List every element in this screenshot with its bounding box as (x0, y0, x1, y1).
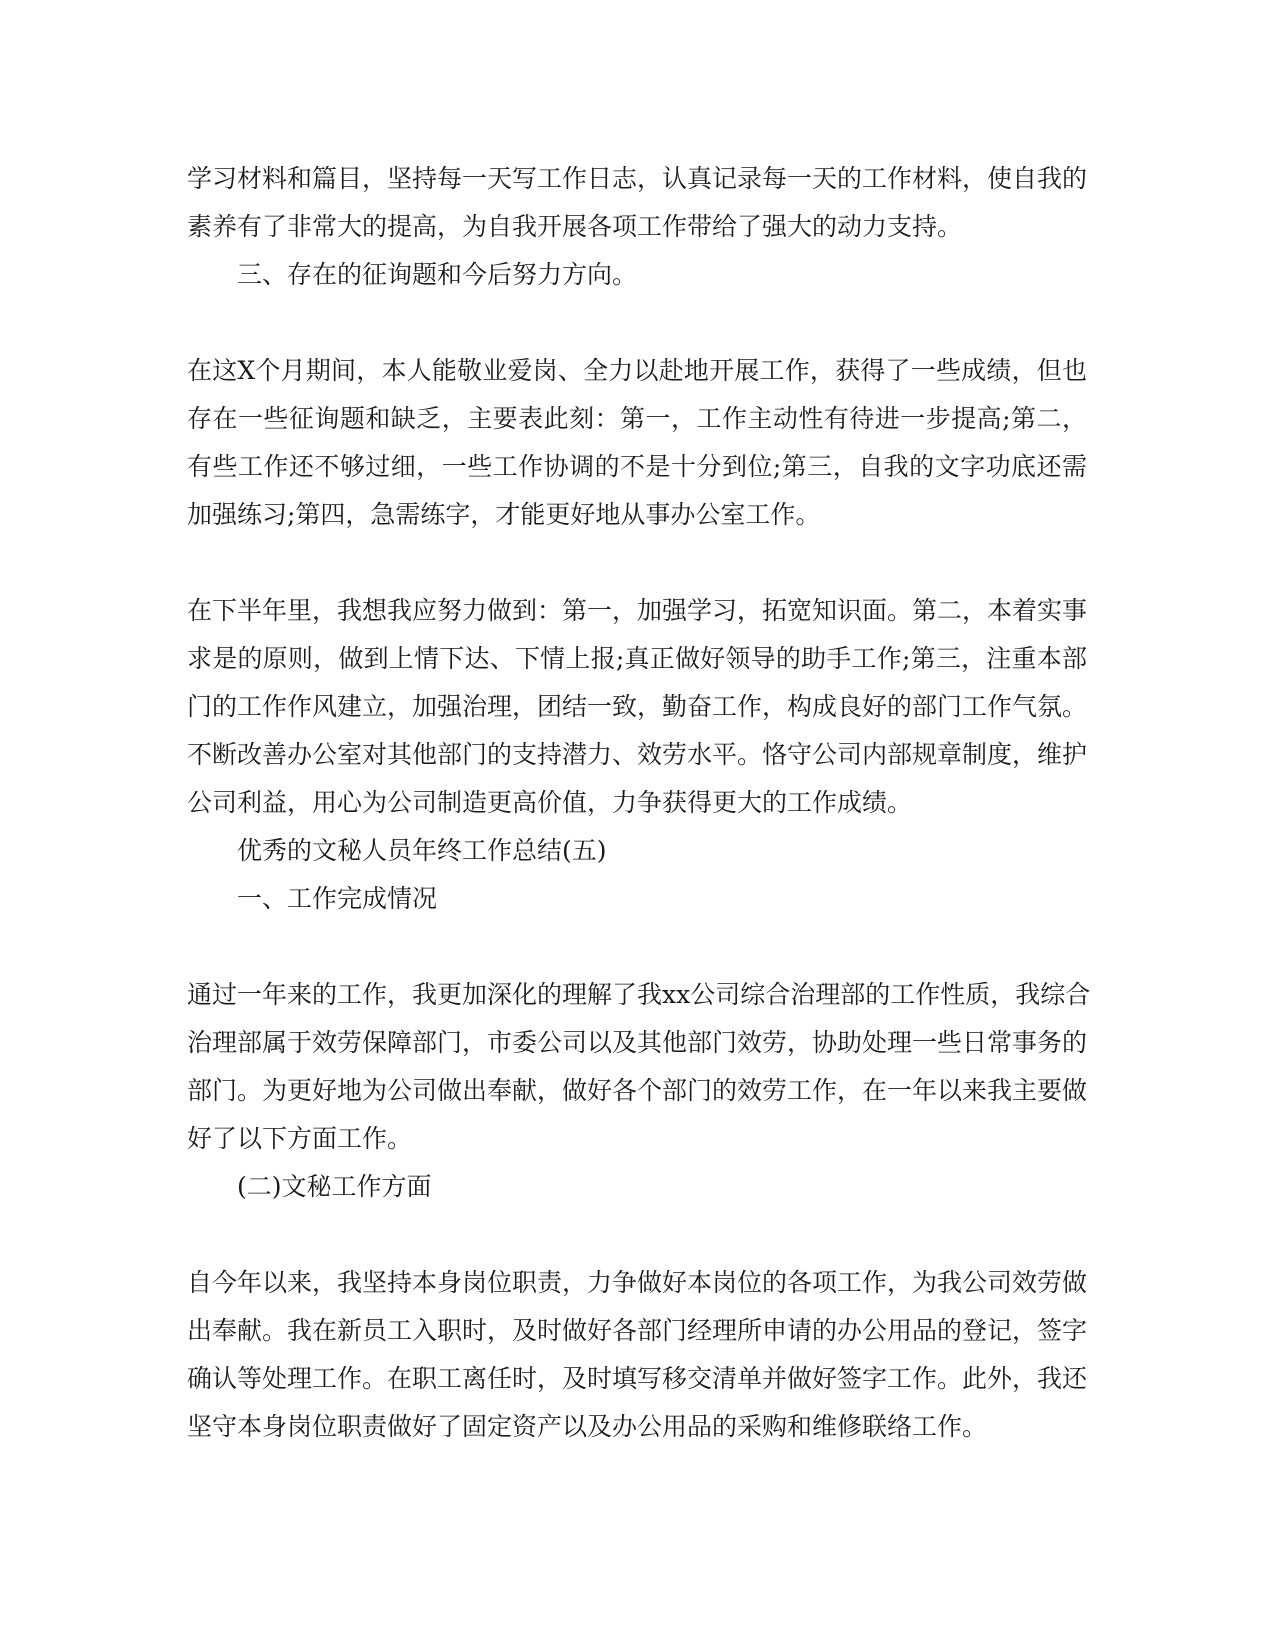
section-heading-completion: 一、工作完成情况 (237, 884, 438, 913)
text-line: 不断改善办公室对其他部门的支持潜力、效劳水平。恪守公司内部规章制度，维护 (187, 740, 1088, 769)
text-line: 学习材料和篇目，坚持每一天写工作日志，认真记录每一天的工作材料，使自我的 (187, 164, 1088, 193)
text-line: 部门。为更好地为公司做出奉献，做好各个部门的效劳工作，在一年以来我主要做 (187, 1076, 1088, 1105)
text-line: 确认等处理工作。在职工离任时，及时填写移交清单并做好签字工作。此外，我还 (187, 1364, 1088, 1393)
text-line: 公司利益，用心为公司制造更高价值，力争获得更大的工作成绩。 (187, 788, 913, 817)
text-line: 存在一些征询题和缺乏，主要表此刻：第一，工作主动性有待进一步提高;第二， (187, 404, 1087, 433)
text-line: 自今年以来，我坚持本身岗位职责，力争做好本岗位的各项工作，为我公司效劳做 (187, 1268, 1088, 1297)
text-line: 坚守本身岗位职责做好了固定资产以及办公用品的采购和维修联络工作。 (187, 1412, 988, 1441)
text-line: 加强练习;第四，急需练字，才能更好地从事办公室工作。 (187, 500, 821, 529)
paragraph-spacer (187, 1211, 1087, 1259)
paragraph-study-materials (187, 155, 1087, 251)
paragraph-spacer (187, 539, 1087, 587)
document-title-five: 优秀的文秘人员年终工作总结(五) (237, 836, 607, 865)
paragraph-secretary (187, 1259, 1087, 1451)
text-line: 门的工作作风建立，加强治理，团结一致，勤奋工作，构成良好的部门工作气氛。 (187, 692, 1088, 721)
paragraph-completion (187, 971, 1091, 1163)
section-heading-secretary: (二)文秘工作方面 (237, 1172, 432, 1201)
document-body (187, 155, 1091, 1451)
paragraph-problems (187, 347, 1087, 539)
text-line: 在下半年里，我想我应努力做到：第一，加强学习，拓宽知识面。第二，本着实事 (187, 596, 1088, 625)
text-line: 通过一年来的工作，我更加深化的理解了我xx公司综合治理部的工作性质，我综合 (187, 980, 1091, 1009)
text-line: 治理部属于效劳保障部门，市委公司以及其他部门效劳，协助处理一些日常事务的 (187, 1028, 1088, 1057)
text-line: 出奉献。我在新员工入职时，及时做好各部门经理所申请的办公用品的登记，签字 (187, 1316, 1088, 1345)
text-line: 在这X个月期间，本人能敬业爱岗、全力以赴地开展工作，获得了一些成绩，但也 (187, 356, 1087, 385)
paragraph-spacer (187, 923, 1087, 971)
text-line: 素养有了非常大的提高，为自我开展各项工作带给了强大的动力支持。 (187, 212, 963, 241)
text-line: 好了以下方面工作。 (187, 1124, 413, 1153)
text-line: 有些工作还不够过细，一些工作协调的不是十分到位;第三，自我的文字功底还需 (187, 452, 1087, 481)
section-heading-problems: 三、存在的征询题和今后努力方向。 (237, 260, 638, 289)
text-line: 求是的原则，做到上情下达、下情上报;真正做好领导的助手工作;第三，注重本部 (187, 644, 1087, 673)
paragraph-spacer (187, 299, 1087, 347)
paragraph-plans (187, 587, 1087, 827)
